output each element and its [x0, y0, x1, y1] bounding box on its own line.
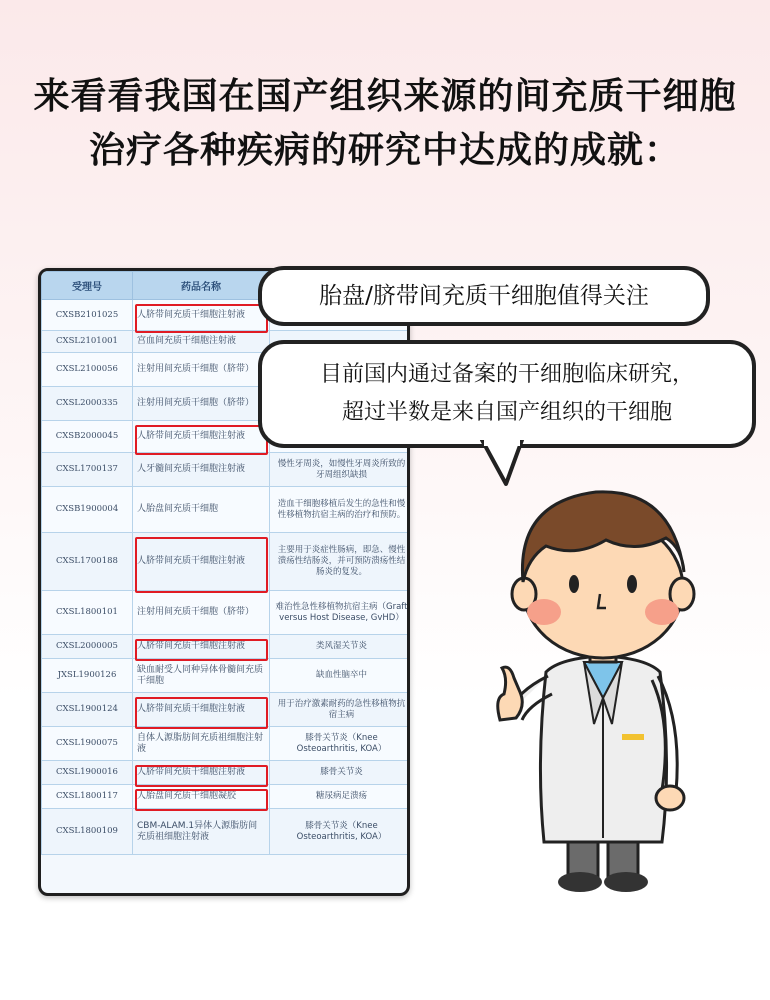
- row-name-cell: 人脐带间充质干细胞注射液: [133, 300, 270, 331]
- row-indication-cell: 膝骨关节炎（Knee Osteoarthritis, KOA）: [270, 809, 411, 855]
- row-indication-cell: 用于治疗激素耐药的急性移植物抗宿主病: [270, 693, 411, 727]
- table-row: [42, 727, 411, 761]
- row-name-cell: 宫血间充质干细胞注射液: [133, 331, 270, 353]
- speech-bubble-top: [258, 266, 710, 326]
- row-id-cell: CXSL1800109: [42, 809, 133, 855]
- row-name-cell: 缺血耐受人同种异体骨髓间充质干细胞: [133, 659, 270, 693]
- row-id-cell: CXSB1900004: [42, 487, 133, 533]
- doctor-illustration-icon: [476, 462, 726, 902]
- row-id-cell: CXSL1700188: [42, 533, 133, 591]
- row-indication-cell: 膝骨关节炎（Knee Osteoarthritis, KOA）: [270, 727, 411, 761]
- row-id-cell: CXSB2000045: [42, 421, 133, 453]
- headline-line-1: 来看看我国在国产组织来源的间充质干细胞: [33, 76, 737, 117]
- table-row: [42, 761, 411, 785]
- row-id-cell: CXSL2100056: [42, 353, 133, 387]
- speech-bubble-top-text: 胎盘/脐带间充质干细胞值得关注: [319, 283, 649, 309]
- table-row: [42, 693, 411, 727]
- row-name-cell: CBM-ALAM.1异体人源脂肪间充质祖细胞注射液: [133, 809, 270, 855]
- row-name-cell: 人牙髓间充质干细胞注射液: [133, 453, 270, 487]
- row-name-cell: 注射用间充质干细胞（脐带）: [133, 591, 270, 635]
- row-name-cell: 人脐带间充质干细胞注射液: [133, 533, 270, 591]
- column-header-name: 药品名称: [133, 272, 270, 300]
- table-row: [42, 453, 411, 487]
- headline-line-2: 治疗各种疾病的研究中达成的成就：: [88, 130, 681, 171]
- row-indication-cell: 慢性牙周炎，如慢性牙周炎所致的牙周组织缺损: [270, 453, 411, 487]
- row-indication-cell: 膝骨关节炎: [270, 761, 411, 785]
- column-header-id: 受理号: [42, 272, 133, 300]
- table-row: [42, 487, 411, 533]
- row-name-cell: 自体人源脂肪间充质祖细胞注射液: [133, 727, 270, 761]
- table-row: [42, 785, 411, 809]
- table-row: [42, 591, 411, 635]
- row-indication-cell: 缺血性脑卒中: [270, 659, 411, 693]
- speech-bubble-main-line-2: 超过半数是来自国产组织的干细胞: [341, 400, 672, 425]
- row-indication-cell: 主要用于炎症性肠病，即急、慢性溃疡性结肠炎，并可预防溃疡性结肠炎的复发。: [270, 533, 411, 591]
- row-name-cell: 人胎盘间充质干细胞凝胶: [133, 785, 270, 809]
- row-id-cell: CXSL1700137: [42, 453, 133, 487]
- row-id-cell: CXSB2101025: [42, 300, 133, 331]
- row-id-cell: CXSL1800101: [42, 591, 133, 635]
- row-id-cell: CXSL2101001: [42, 331, 133, 353]
- row-id-cell: JXSL1900126: [42, 659, 133, 693]
- speech-bubble-main: [258, 340, 756, 448]
- row-id-cell: CXSL2000335: [42, 387, 133, 421]
- row-id-cell: CXSL2000005: [42, 635, 133, 659]
- speech-bubble-main-line-1: 目前国内通过备案的干细胞临床研究，: [319, 362, 694, 387]
- row-indication-cell: 难治性急性移植物抗宿主病（Graft versus Host Disease, GvHD）: [270, 591, 411, 635]
- table-row: [42, 533, 411, 591]
- table-row: [42, 659, 411, 693]
- headline: [0, 70, 770, 178]
- row-name-cell: 人胎盘间充质干细胞: [133, 487, 270, 533]
- table-row: [42, 635, 411, 659]
- row-name-cell: 人脐带间充质干细胞注射液: [133, 693, 270, 727]
- row-id-cell: CXSL1800117: [42, 785, 133, 809]
- row-indication-cell: 造血干细胞移植后发生的急性和慢性移植物抗宿主病的治疗和预防。: [270, 487, 411, 533]
- row-id-cell: CXSL1900075: [42, 727, 133, 761]
- row-id-cell: CXSL1900016: [42, 761, 133, 785]
- table-row: [42, 809, 411, 855]
- row-indication-cell: 糖尿病足溃疡: [270, 785, 411, 809]
- row-indication-cell: 类风湿关节炎: [270, 635, 411, 659]
- row-id-cell: CXSL1900124: [42, 693, 133, 727]
- row-name-cell: 人脐带间充质干细胞注射液: [133, 421, 270, 453]
- row-name-cell: 注射用间充质干细胞（脐带）: [133, 353, 270, 387]
- row-name-cell: 注射用间充质干细胞（脐带）: [133, 387, 270, 421]
- row-name-cell: 人脐带间充质干细胞注射液: [133, 635, 270, 659]
- row-name-cell: 人脐带间充质干细胞注射液: [133, 761, 270, 785]
